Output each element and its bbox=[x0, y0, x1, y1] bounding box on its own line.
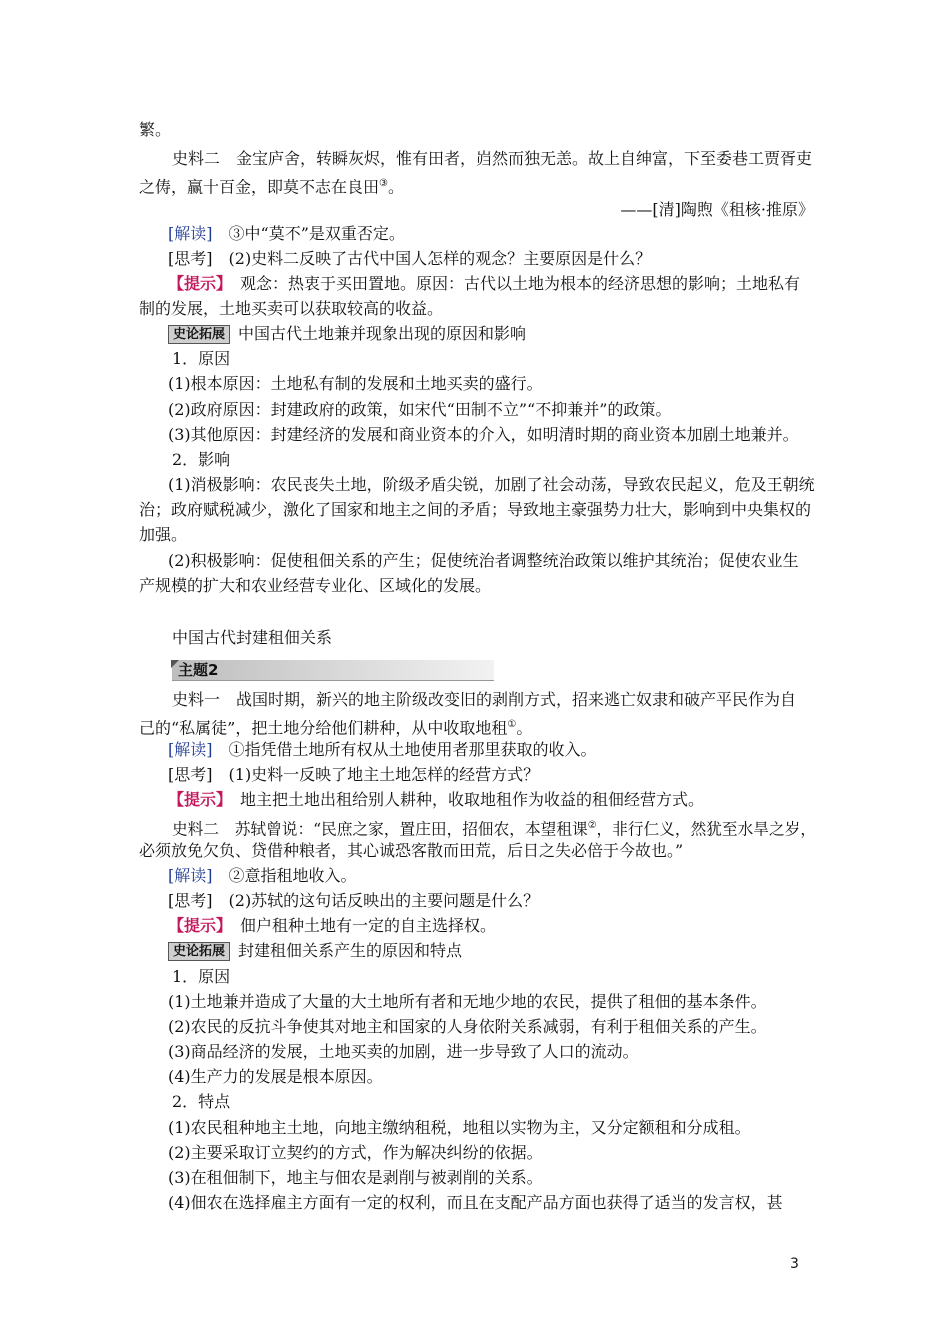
ext2-cause-4: (4)生产力的发展是根本原因。 bbox=[168, 1067, 383, 1086]
ext2-heading-features: 2．特点 bbox=[172, 1092, 231, 1111]
ext2-cause-2: (2)农民的反抗斗争使其对地主和国家的人身依附关系减弱，有利于租佃关系的产生。 bbox=[168, 1017, 767, 1036]
hint-tag: 【提示】 bbox=[168, 274, 225, 293]
question-tag: [思考] bbox=[168, 765, 213, 784]
ext2-cause-3: (3)商品经济的发展，土地买卖的加剧，进一步导致了人口的流动。 bbox=[168, 1042, 639, 1061]
continued-line: 繁。 bbox=[139, 120, 172, 139]
ext1-cause-3: (3)其他原因：封建经济的发展和商业资本的介入，如明清时期的商业资本加剧土地兼并。 bbox=[168, 425, 799, 444]
ext2-cause-1: (1)土地兼并造成了大量的大土地所有者和无地少地的农民，提供了租佃的基本条件。 bbox=[168, 992, 767, 1011]
question-tag: [思考] bbox=[168, 249, 213, 268]
ext1-cause-1: (1)根本原因：土地私有制的发展和土地买卖的盛行。 bbox=[168, 374, 543, 393]
extension-badge: 史论拓展 bbox=[168, 325, 230, 344]
ext2-heading-cause: 1．原因 bbox=[172, 967, 231, 986]
ext2-feature-4: (4)佃农在选择雇主方面有一定的权利，而且在支配产品方面也获得了适当的发言权，甚 bbox=[168, 1193, 783, 1212]
ext2-feature-2: (2)主要采取订立契约的方式，作为解决纠纷的依据。 bbox=[168, 1143, 543, 1162]
topic2-source-1-line-1: 史料一 战国时期，新兴的地主阶级改变旧的剥削方式，招来逃亡奴隶和破产平民作为自 bbox=[172, 690, 797, 709]
topic-2-heading: 中国古代封建租佃关系 bbox=[172, 628, 333, 647]
question-line: [思考] (2)史料二反映了古代中国人怎样的观念？主要原因是什么？ bbox=[168, 249, 652, 268]
source-2-line-2: 之俦，赢十百金，即莫不志在良田③。 bbox=[139, 177, 404, 197]
interpretation-tag: [解读] bbox=[168, 740, 213, 759]
interpretation-tag: [解读] bbox=[168, 866, 213, 885]
extension-badge: 史论拓展 bbox=[168, 942, 230, 961]
topic-banner bbox=[172, 660, 494, 681]
topic2-source-2-line-1: 史料二 苏轼曾说：“民庶之家，置庄田，招佃农，本望租课②，非行仁义，然犹至水旱之岁， bbox=[172, 819, 817, 839]
topic-label: 主题2 bbox=[178, 661, 219, 679]
topic2-question-1: [思考] (1)史料一反映了地主土地怎样的经营方式？ bbox=[168, 765, 540, 784]
source-attribution: ——[清]陶煦《租核·推原》 bbox=[620, 200, 814, 219]
topic2-source-2-line-2: 必须放免欠负、贷借种粮者，其心诚恐客散而田荒，后日之失必倍于今故也。” bbox=[139, 841, 684, 860]
topic2-hint-1: 【提示】 地主把土地出租给别人耕种，收取地租作为收益的租佃经营方式。 bbox=[168, 790, 705, 809]
topic2-source-1-line-2: 己的“私属徒”，把土地分给他们耕种，从中收取地租①。 bbox=[139, 718, 533, 738]
hint-line-1: 【提示】 观念：热衷于买田置地。原因：古代以土地为根本的经济思想的影响；土地私有 bbox=[168, 274, 801, 293]
hint-tag: 【提示】 bbox=[168, 916, 225, 935]
topic2-interpretation-2: [解读] ②意指租地收入。 bbox=[168, 866, 357, 885]
ext1-impact-2-line-1: (2)积极影响：促使租佃关系的产生；促使统治者调整统治政策以维护其统治；促使农业生 bbox=[168, 551, 799, 570]
ext1-impact-1-line-2: 治；政府赋税减少，激化了国家和地主之间的矛盾；导致地主豪强势力壮大，影响到中央集权的 bbox=[139, 500, 812, 519]
ext2-feature-1: (1)农民租种地主土地，向地主缴纳租税，地租以实物为主，又分定额租和分成租。 bbox=[168, 1118, 751, 1137]
ext1-cause-2: (2)政府原因：封建政府的政策，如宋代“田制不立”“不抑兼并”的政策。 bbox=[168, 400, 672, 419]
ext1-heading-impact: 2．影响 bbox=[172, 450, 231, 469]
page-number: 3 bbox=[790, 1256, 799, 1272]
hint-line-2: 制的发展，土地买卖可以获取较高的收益。 bbox=[139, 299, 444, 318]
extension-heading-2: 史论拓展 封建租佃关系产生的原因和特点 bbox=[168, 939, 462, 963]
ext1-impact-1-line-3: 加强。 bbox=[139, 525, 188, 544]
topic2-interpretation-1: [解读] ①指凭借土地所有权从土地使用者那里获取的收入。 bbox=[168, 740, 597, 759]
topic2-question-2: [思考] (2)苏轼的这句话反映出的主要问题是什么？ bbox=[168, 891, 540, 910]
question-tag: [思考] bbox=[168, 891, 213, 910]
extension-heading-1: 史论拓展 中国古代土地兼并现象出现的原因和影响 bbox=[168, 322, 526, 346]
ext1-impact-2-line-2: 产规模的扩大和农业经营专业化、区域化的发展。 bbox=[139, 576, 492, 595]
ext2-feature-3: (3)在租佃制下，地主与佃农是剥削与被剥削的关系。 bbox=[168, 1168, 543, 1187]
source-2-line-1: 史料二 金宝庐舍，转瞬灰烬，惟有田者，岿然而独无恙。故上自绅富，下至委巷工贾胥吏 bbox=[172, 149, 813, 168]
ext1-impact-1-line-1: (1)消极影响：农民丧失土地，阶级矛盾尖锐，加剧了社会动荡，导致农民起义，危及王朝统 bbox=[168, 475, 815, 494]
interpretation-line: [解读] ③中“莫不”是双重否定。 bbox=[168, 224, 405, 243]
hint-tag: 【提示】 bbox=[168, 790, 225, 809]
topic2-hint-2: 【提示】 佃户租种土地有一定的自主选择权。 bbox=[168, 916, 497, 935]
interpretation-tag: [解读] bbox=[168, 224, 213, 243]
ext1-heading-cause: 1．原因 bbox=[172, 349, 231, 368]
